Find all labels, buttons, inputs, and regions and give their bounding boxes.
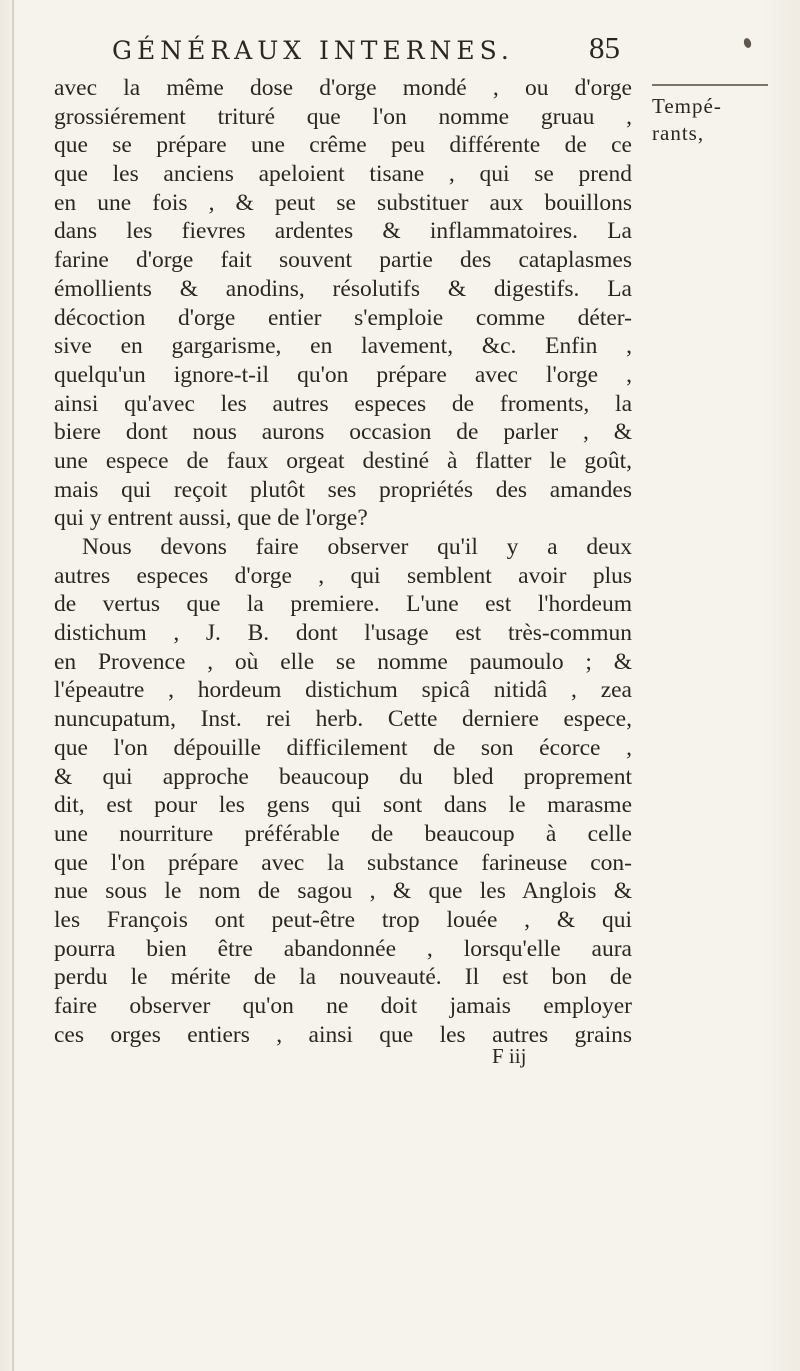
page-header [112, 28, 632, 68]
text-line: que se prépare une crême peu différente de ce [54, 132, 632, 159]
text-line: une espece de faux orgeat destiné à flatter le goût, [54, 447, 632, 474]
text-line: nue sous le nom de sagou , & que les Anglois & [54, 878, 632, 905]
text-line: grossiérement trituré que l'on nomme gruau , [54, 103, 632, 130]
text-line: ainsi qu'avec les autres especes de froments, la [54, 390, 632, 417]
text-line: de vertus que la premiere. L'une est l'hordeum [54, 591, 632, 618]
text-line: perdu le mérite de la nouveauté. Il est bon de [54, 964, 632, 991]
text-line: décoction d'orge entier s'emploie comme déter- [54, 304, 632, 331]
ink-speck [743, 37, 753, 49]
text-line: mais qui reçoit plutôt ses propriétés des amandes [54, 476, 632, 503]
text-line: dit, est pour les gens qui sont dans le marasme [54, 792, 632, 819]
text-line: dans les fievres ardentes & inflammatoires. La [54, 218, 632, 245]
text-line: Nous devons faire observer qu'il y a deux [82, 534, 632, 560]
text-line: les François ont peut-être trop louée , & qui [54, 906, 632, 933]
text-line: pourra bien être abandonnée , lorsqu'elle aura [54, 935, 632, 962]
running-title: GÉNÉRAUX INTERNES. [112, 36, 514, 65]
text-line: que l'on prépare avec la substance farineuse con- [54, 849, 632, 876]
margin-note-line-1: Tempé- [652, 94, 722, 118]
text-line: émollients & anodins, résolutifs & digestifs. La [54, 275, 632, 302]
margin-rule [652, 84, 768, 86]
text-line: nuncupatum, Inst. rei herb. Cette derniere espece, [54, 706, 632, 733]
text-line: & qui approche beaucoup du bled proprement [54, 763, 632, 790]
text-line: biere dont nous aurons occasion de parler , & [54, 419, 632, 446]
text-line: en Provence , où elle se nomme paumoulo ; & [54, 648, 632, 675]
text-line: distichum , J. B. dont l'usage est très-commun [54, 620, 632, 647]
page-number: 85 [589, 30, 620, 65]
signature-mark: F iij [492, 1044, 527, 1068]
text-line: faire observer qu'on ne doit jamais employer [54, 993, 632, 1019]
text-line: une nourriture préférable de beaucoup à celle [54, 820, 632, 847]
text-line: ces orges entiers , ainsi que les autres grains [54, 1021, 632, 1048]
text-line: que les anciens apeloient tisane , qui se prend [54, 161, 632, 188]
margin-note [652, 84, 768, 147]
text-line: qui y entrent aussi, que de l'orge? [54, 505, 368, 532]
text-line: quelqu'un ignore-t-il qu'on prépare avec l'orge , [54, 361, 632, 388]
text-line: que l'on dépouille difficilement de son écorce , [54, 734, 632, 761]
text-line: sive en gargarisme, en lavement, &c. Enfin , [54, 333, 632, 360]
text-line: avec la même dose d'orge mondé , ou d'orge [54, 75, 632, 101]
binding-gutter [12, 0, 14, 1371]
text-line: en une fois , & peut se substituer aux bouillons [54, 189, 632, 216]
text-line: autres especes d'orge , qui semblent avoir plus [54, 562, 632, 589]
margin-note-line-2: rants, [652, 121, 705, 145]
text-line: farine d'orge fait souvent partie des cataplasmes [54, 247, 632, 274]
text-line: l'épeautre , hordeum distichum spicâ nitidâ , zea [54, 677, 632, 704]
body-text [54, 74, 632, 1049]
